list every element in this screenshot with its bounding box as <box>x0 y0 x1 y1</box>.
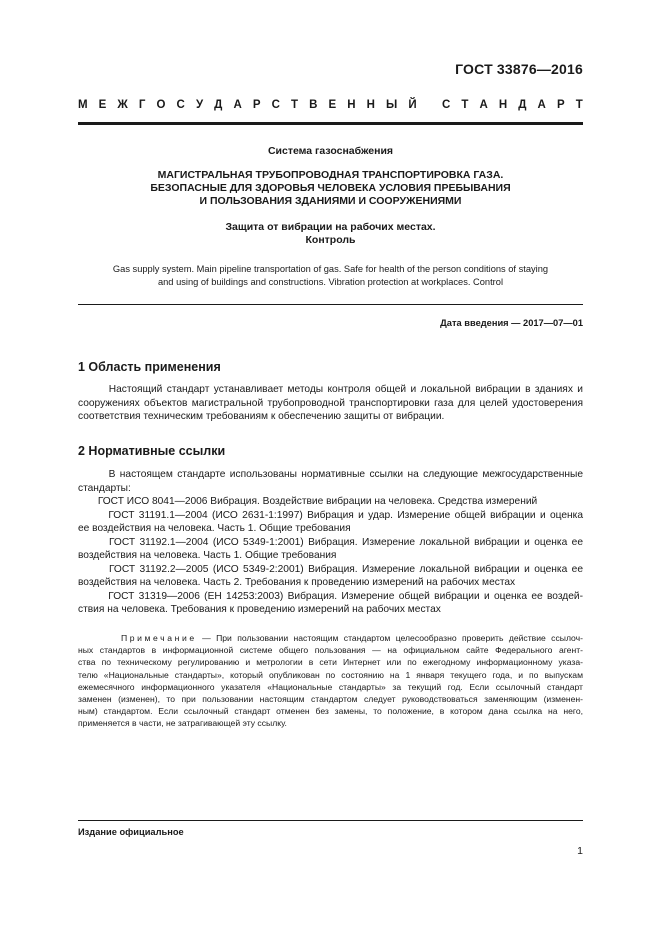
introduction-date: Дата введения — 2017—07—01 <box>440 318 583 328</box>
section-2-line: ГОСТ 31192.1—2004 (ИСО 5349-1:2001) Вибрация. Измерение локальной вибрации и оценка ее <box>78 536 583 548</box>
section-2-line: воздействия на человека. Часть 2. Требования к проведению измерений на рабочих местах <box>78 577 516 588</box>
banner-letter: С <box>441 99 451 111</box>
section-1-line: соответствия техническим требованиям к обеспечению защиты от вибрации. <box>78 411 445 422</box>
main-title-line: БЕЗОПАСНЫЕ ДЛЯ ЗДОРОВЬЯ ЧЕЛОВЕКА УСЛОВИЯ ПРЕБЫВАНИЯ <box>150 182 511 194</box>
banner-letter: Е <box>98 99 107 111</box>
english-title-line: Gas supply system. Main pipeline transportation of gas. Safe for health of the person conditions of staying <box>112 264 549 274</box>
note-first-line-text: — При пользовании настоящим стандартом целесообразно проверить действие ссылоч- <box>196 633 583 643</box>
header-rule <box>78 122 583 125</box>
section-2-line: стандарты: <box>78 482 131 494</box>
section-2-heading: 2 Нормативные ссылки <box>78 444 226 458</box>
page-number: 1 <box>577 845 583 857</box>
subtitle-line: Защита от вибрации на рабочих местах. <box>225 221 436 233</box>
banner-letter: Т <box>290 99 299 111</box>
interstate-standard-banner <box>78 99 583 111</box>
banner-letter: Т <box>461 99 469 111</box>
banner-letter: Ж <box>117 99 128 111</box>
section-2-line: В настоящем стандарте использованы нормативные ссылки на следующие межгосударственные <box>78 469 583 480</box>
section-2-line: ГОСТ ИСО 8041—2006 Вибрация. Воздействие вибрации на человека. Средства измерений <box>78 496 538 507</box>
english-title <box>78 263 583 289</box>
banner-letter: А <box>233 99 242 111</box>
note-line: ства по техническому регулированию и метрологии в сети Интернет или по ежегодному информационному указа- <box>78 657 583 668</box>
banner-letter: В <box>309 99 318 111</box>
subtitle-line: Контроль <box>305 234 356 246</box>
main-title-line: И ПОЛЬЗОВАНИЯ ЗДАНИЯМИ И СООРУЖЕНИЯМИ <box>199 195 462 207</box>
banner-letter: Н <box>366 99 375 111</box>
main-title <box>78 169 583 208</box>
footer-rule <box>78 820 583 821</box>
banner-letter: М <box>78 99 88 111</box>
note-line: применяется в части, не затрагивающей эту ссылку. <box>78 718 287 729</box>
note-first-line <box>78 632 583 644</box>
section-1-line: Настоящий стандарт устанавливает методы контроля общей и локальной вибрации в зданиях и <box>78 384 583 395</box>
banner-letter <box>428 99 431 111</box>
section-1-body <box>78 383 583 424</box>
main-title-line: МАГИСТРАЛЬНАЯ ТРУБОПРОВОДНАЯ ТРАНСПОРТИРОВКА ГАЗА. <box>157 169 504 181</box>
section-2-body <box>78 468 583 617</box>
banner-letter: Й <box>408 99 417 111</box>
title-rule <box>78 304 583 305</box>
section-1-line: сооружениях объектов магистральной трубопроводной транспортировки газа для целей удостоверения <box>78 397 583 409</box>
banner-letter: Ы <box>386 99 398 111</box>
banner-letter: А <box>537 99 546 111</box>
banner-letter: Р <box>556 99 565 111</box>
banner-letter: Д <box>214 99 223 111</box>
note-block <box>78 632 583 730</box>
banner-letter: Д <box>518 99 527 111</box>
banner-letter: У <box>195 99 204 111</box>
note-label: Примечание <box>120 633 197 643</box>
banner-letter: Г <box>138 99 146 111</box>
section-1-heading: 1 Область применения <box>78 360 221 374</box>
banner-letter: А <box>479 99 488 111</box>
english-title-line: and using of buildings and constructions. Vibration protection at workplaces. Control <box>157 277 504 287</box>
banner-letter: Н <box>347 99 356 111</box>
banner-letter: Е <box>328 99 337 111</box>
standard-number: ГОСТ 33876—2016 <box>455 61 583 77</box>
section-2-line: ГОСТ 31319—2006 (ЕН 14253:2003) Вибрация. Измерение общей вибрации и оценка ее воздей- <box>78 590 583 602</box>
banner-letter: С <box>271 99 280 111</box>
banner-letter: Н <box>498 99 508 111</box>
note-line: ных стандартов в информационной системе общего пользования — на официальном сайте Федерального агент- <box>78 645 583 656</box>
system-title: Система газоснабжения <box>267 145 394 157</box>
section-2-line: воздействия на человека. Часть 1. Общие требования <box>78 550 337 561</box>
note-line: заменен (изменен), то при пользовании настоящим стандартом следует руководствоваться заменяющим (изменен- <box>78 694 583 705</box>
banner-letter: О <box>156 99 166 111</box>
banner-letter: С <box>176 99 185 111</box>
subtitle <box>78 221 583 247</box>
banner-letter: Т <box>575 99 583 111</box>
note-line: телю «Национальные стандарты», который опубликован по состоянию на 1 января текущего года, и по выпускам <box>78 669 583 680</box>
section-2-line: ствия на человека. Требования к проведению измерений на рабочих местах <box>78 604 441 615</box>
section-2-line: ГОСТ 31192.2—2005 (ИСО 5349-2:2001) Вибрация. Измерение локальной вибрации и оценка ее <box>78 563 583 575</box>
official-edition-label: Издание официальное <box>78 827 184 837</box>
section-2-line: ее воздействия на человека. Часть 1. Общие требования <box>78 523 351 534</box>
note-line: ным) стандартом. Если ссылочный стандарт отменен без замены, то положение, в котором дана ссылка на него, <box>78 706 583 717</box>
banner-letter: Р <box>252 99 261 111</box>
section-2-line: ГОСТ 31191.1—2004 (ИСО 2631-1:1997) Вибрация и удар. Измерение общей вибрации и оценка <box>78 509 583 521</box>
note-line: ежемесячного информационного указателя «Национальные стандарты» за текущий год. Если ссылочный стандарт <box>78 681 583 692</box>
